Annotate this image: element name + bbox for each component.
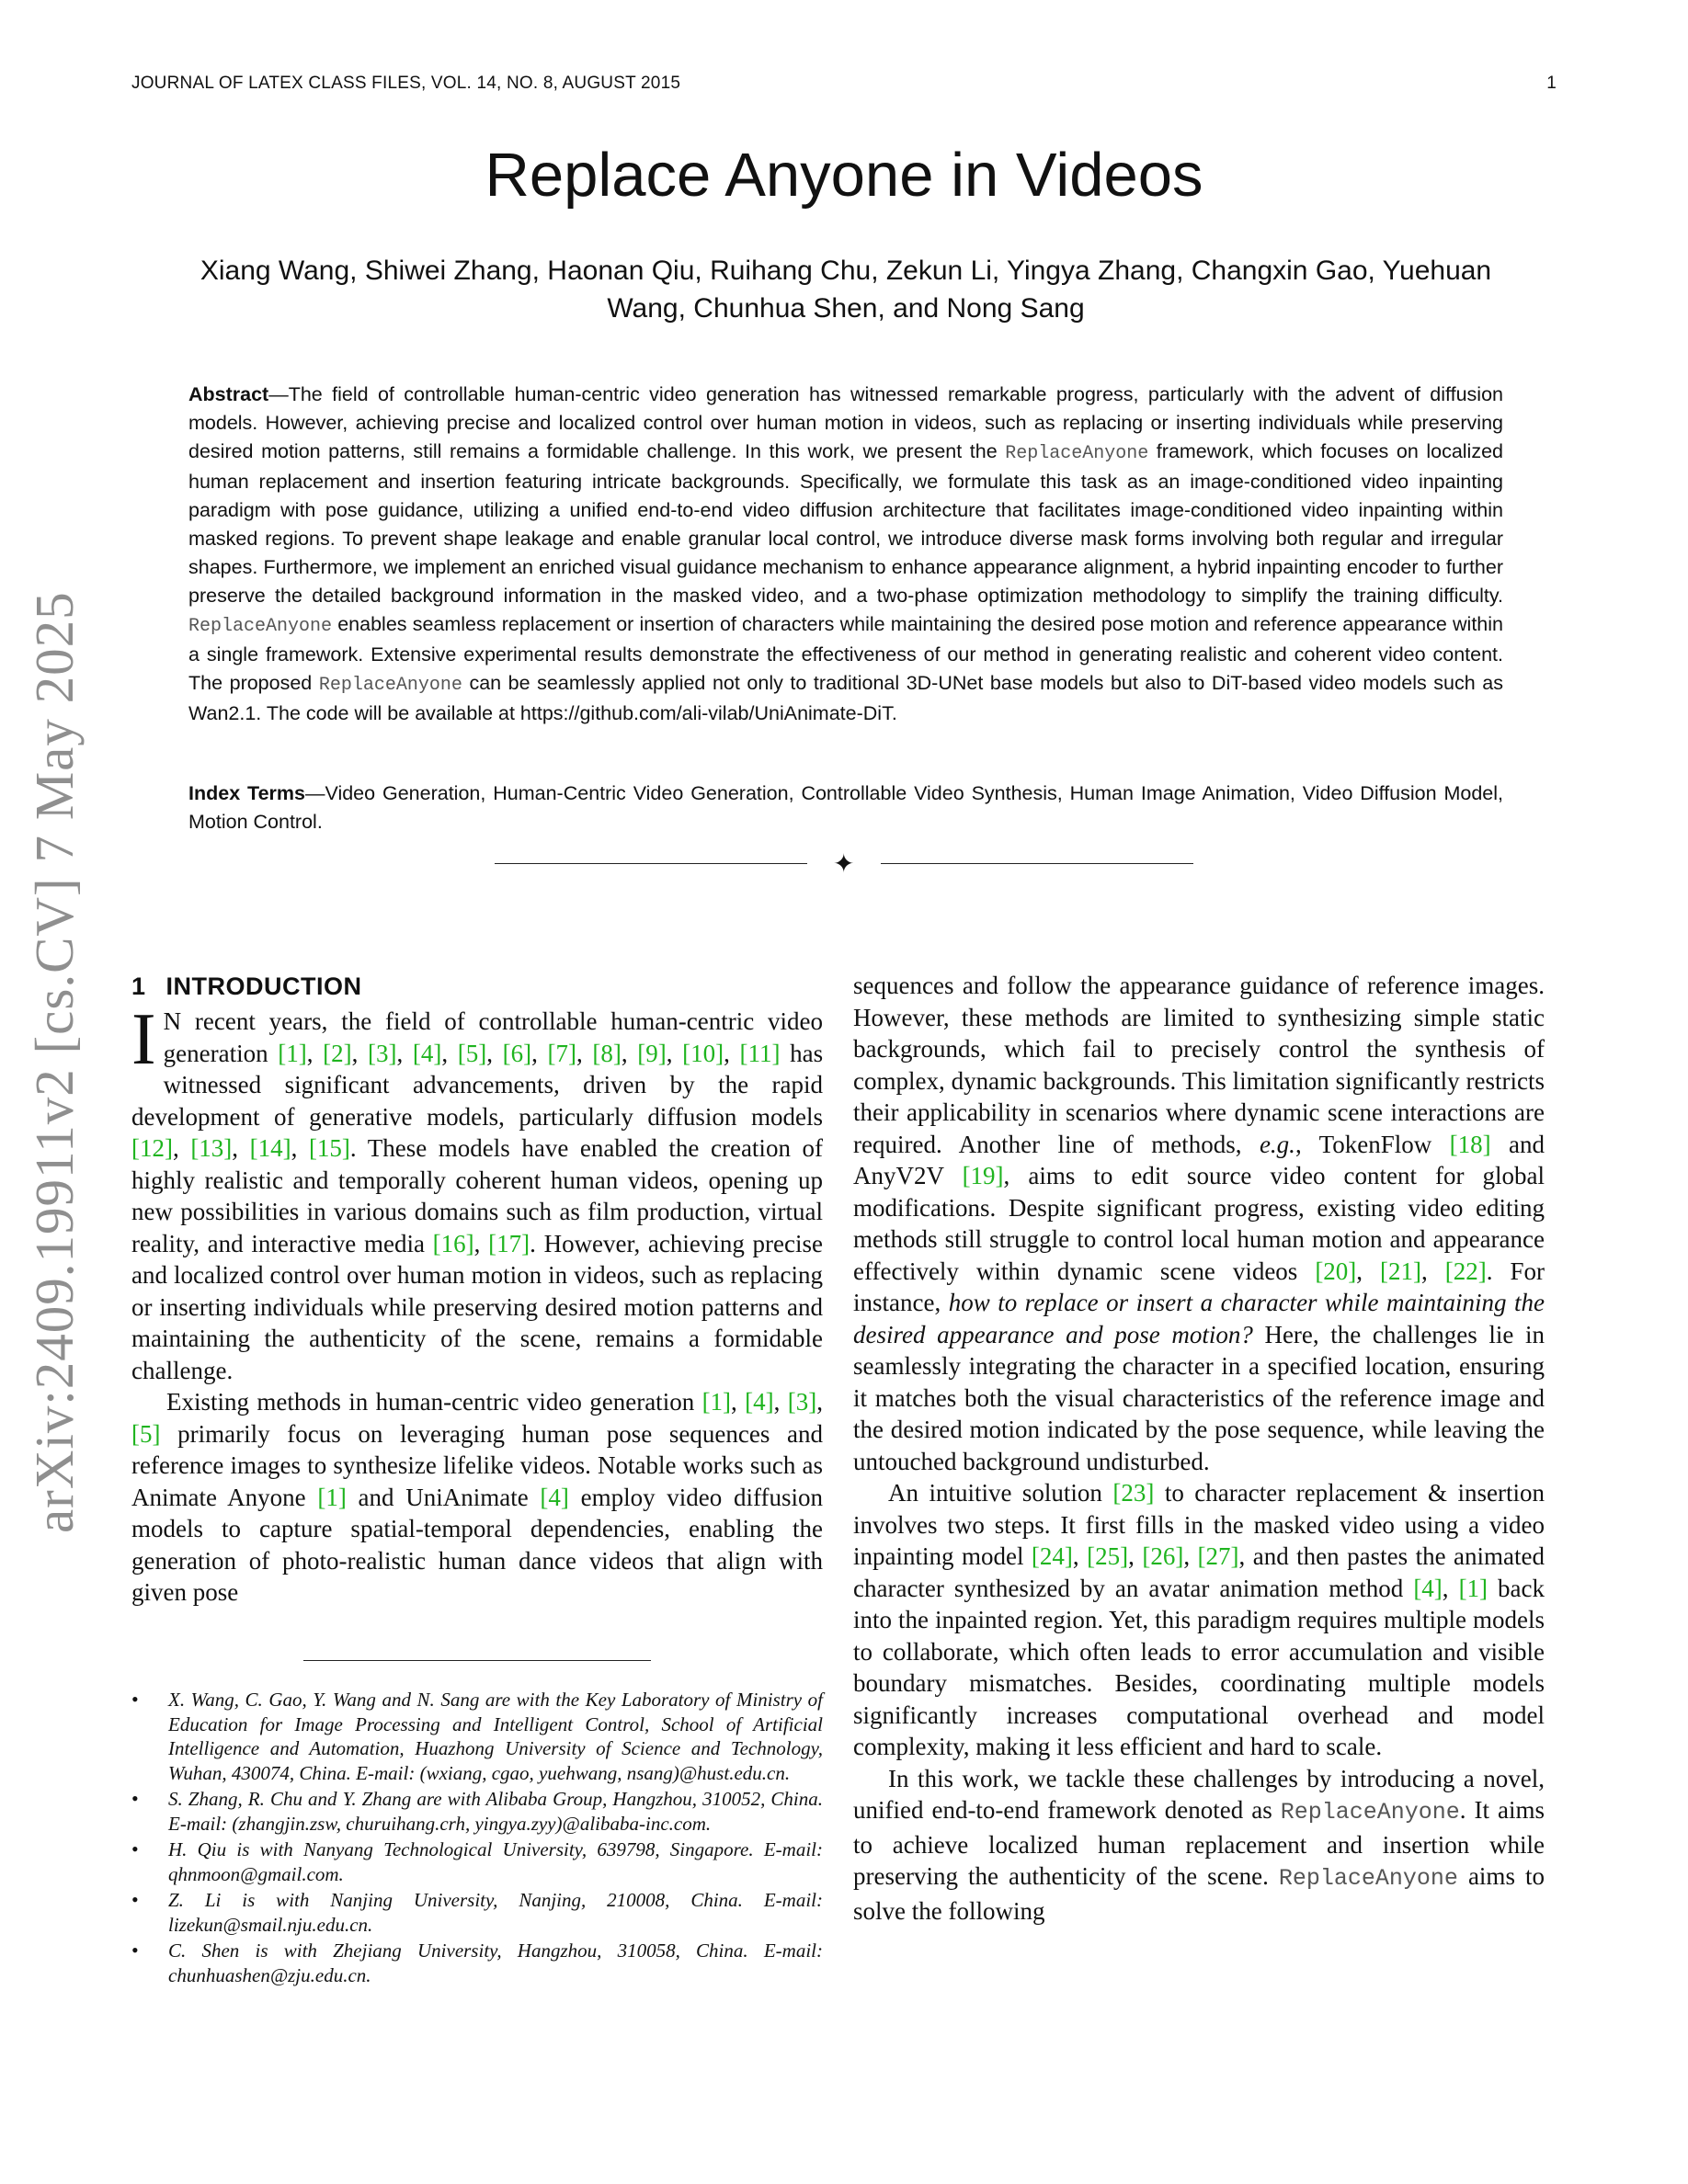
paragraph-text: to character replacement & insertion involves two steps. It first fills in the masked video using a video inpainting model xyxy=(853,1479,1545,1570)
citation-link[interactable]: [14] xyxy=(249,1134,291,1162)
index-terms xyxy=(188,779,1503,836)
citation-link[interactable]: [5] xyxy=(457,1039,487,1067)
paper-title: Replace Anyone in Videos xyxy=(485,141,1203,210)
citation-link[interactable]: [19] xyxy=(962,1162,1004,1189)
author-list: Xiang Wang, Shiwei Zhang, Haonan Qiu, Ruihang Chu, Zekun Li, Yingya Zhang, Changxin Gao, Yuehuan Wang, Chunhua Shen, and Nong Sang xyxy=(200,256,1492,324)
citation-list: [12], [13], [14], [15] xyxy=(131,1134,350,1162)
citation-link[interactable]: [11] xyxy=(739,1039,781,1067)
paragraph-text: . However, achieving precise and localized control over human motion in videos, such as replacing or inserting individuals while preserving desired motion patterns and maintaining the authenticity of the scene, remains a formidable challenge. xyxy=(131,1229,824,1384)
right-column xyxy=(853,970,1545,1927)
citation-link[interactable]: [25] xyxy=(1087,1542,1129,1570)
citation-link[interactable]: [1] xyxy=(701,1388,732,1416)
citation-link[interactable]: [4] xyxy=(412,1039,442,1067)
citation-link[interactable]: [4] xyxy=(540,1483,569,1511)
paragraph-text: N recent years, the field of controllable human-centric video generation xyxy=(163,1007,823,1067)
arxiv-stamp: arXiv:2409.19911v2 [cs.CV] 7 May 2025 xyxy=(24,591,85,1533)
citation-link[interactable]: [16] xyxy=(432,1229,474,1257)
citation-list: [1], [4], [3], [5] xyxy=(131,1388,824,1448)
footnote-item: • Z. Li is with Nanjing University, Nanjing, 210008, China. E-mail: lizekun@smail.nju.edu.cn. xyxy=(131,1888,823,1937)
citation-link[interactable]: [6] xyxy=(502,1039,532,1067)
abstract-text: enables seamless replacement or insertion of characters while maintaining the desired pose motion and reference appearance within a single framework. Extensive experimental results demonstrate the effectiveness of our method in generating realistic and coherent video content. The proposed xyxy=(188,613,1503,694)
abstract xyxy=(188,381,1503,728)
footnote-item: • S. Zhang, R. Chu and Y. Zhang are with Alibaba Group, Hangzhou, 310052, China. E-mail: (zhangjin.zsw, churuihang.crh, yingya.zyy)@alibaba-inc.com. xyxy=(131,1787,823,1836)
citation-link[interactable]: [24] xyxy=(1031,1542,1073,1570)
citation-link[interactable]: [15] xyxy=(308,1134,350,1162)
author-affiliations xyxy=(131,1688,823,1989)
abstract-text: framework, which focuses on localized human replacement and insertion featuring intricate backgrounds. Specifically, we formulate this task as an image-conditioned video inpainting paradigm with pose guidance, utilizing a unified end-to-end video diffusion architecture that facilitates image-conditioned video inpainting within masked regions. To prevent shape leakage and enable granular local control, we introduce diverse mask forms involving both regular and irregular shapes. Furthermore, we implement an enriched visual guidance mechanism to enhance appearance alignment, a hybrid inpainting encoder to further preserve the detailed background information in the masked video, and a two-phase optimization methodology to simplify the training difficulty. xyxy=(188,440,1503,607)
paragraph-text: back into the inpainted region. Yet, this paradigm requires multiple models to collaborate, which often leads to error accumulation and visible boundary mismatches. Besides, coordinating multiple models significantly increases computational overhead and model complexity, making it less efficient and hard to scale. xyxy=(853,1574,1545,1760)
section-heading xyxy=(131,973,362,1001)
citation-link[interactable]: [27] xyxy=(1197,1542,1239,1570)
section-separator xyxy=(495,850,1193,878)
citation-link[interactable]: [1] xyxy=(278,1039,307,1067)
paragraph-text: employ video diffusion models to capture spatial-temporal dependencies, enabling the generation of photo-realistic human dance videos that align with given pose xyxy=(131,1483,823,1606)
abstract-text: can be seamlessly applied not only to traditional 3D-UNet base models but also to DiT-based video models such as Wan2.1. The code will be available at https://github.com/ali-vilab/UniAnimate-DiT. xyxy=(188,672,1503,724)
citation-link[interactable]: [12] xyxy=(131,1134,173,1162)
paragraph-text: , and then pastes the animated character synthesized by an avatar animation method xyxy=(853,1542,1545,1602)
method-name: ReplaceAnyone xyxy=(1005,443,1149,464)
paragraph xyxy=(131,999,824,1386)
index-terms-text: —Video Generation, Human-Centric Video Generation, Controllable Video Synthesis, Human Image Animation, Video Diffusion Model, Motion Control. xyxy=(188,782,1503,833)
citation-link[interactable]: [9] xyxy=(637,1039,667,1067)
paragraph-text: . These models have enabled the creation of highly realistic and temporally coherent human videos, opening up new possibilities in various domains such as film production, virtual reality, and interactive media xyxy=(131,1134,824,1257)
method-name: ReplaceAnyone xyxy=(1278,1865,1458,1892)
running-head xyxy=(131,74,1557,94)
citation-list: [24], [25], [26], [27] xyxy=(1031,1542,1239,1570)
method-name: ReplaceAnyone xyxy=(188,616,333,637)
separator-line xyxy=(881,863,1193,864)
paragraph-text: aims to solve the following xyxy=(853,1862,1545,1925)
paragraph-text: . It aims to achieve localized human replacement and insertion while preserving the authenticity of the scene. xyxy=(853,1796,1545,1890)
paragraph-text: e.g. xyxy=(1259,1130,1295,1158)
paragraph-text: Existing methods in human-centric video generation xyxy=(166,1388,702,1416)
citation-link[interactable]: [1] xyxy=(1458,1574,1488,1602)
paragraph xyxy=(853,1477,1545,1763)
citation-link[interactable]: [18] xyxy=(1449,1130,1491,1158)
paragraph xyxy=(131,1386,823,1609)
citation-link[interactable]: [5] xyxy=(131,1419,161,1448)
paragraph-text: , aims to edit source video content for global modifications. Despite significant progress, existing video editing methods still struggle to control local human motion and appearance effectively within dynamic scene videos xyxy=(853,1162,1545,1285)
abstract-text: —The field of controllable human-centric video generation has witnessed remarkable progress, particularly with the advent of diffusion models. However, achieving precise and localized control over human motion in videos, such as replacing or inserting individuals while preserving desired motion patterns, still remains a formidable challenge. In this work, we present the xyxy=(188,383,1503,462)
citation-link[interactable]: [3] xyxy=(787,1388,817,1416)
separator-line xyxy=(495,863,807,864)
paragraph-text: primarily focus on leveraging human pose sequences and reference images to synthesize lifelike videos. Notable works such as Animate Anyone xyxy=(131,1419,823,1511)
citation-link[interactable]: [8] xyxy=(592,1039,622,1067)
drop-cap: I xyxy=(131,999,156,1080)
citation-link[interactable]: [22] xyxy=(1444,1257,1487,1285)
paragraph-text: and AnyV2V xyxy=(853,1130,1545,1189)
paragraph xyxy=(853,970,1545,1477)
method-name: ReplaceAnyone xyxy=(318,675,462,696)
citation-link[interactable]: [4] xyxy=(745,1388,774,1416)
footnote-rule xyxy=(303,1660,651,1661)
citation-link[interactable]: [4] xyxy=(1413,1574,1443,1602)
citation-link[interactable]: [17] xyxy=(488,1229,530,1257)
citation-link[interactable]: [1] xyxy=(317,1483,347,1511)
left-column xyxy=(131,999,824,1609)
diamond-icon: ✦ xyxy=(833,848,855,879)
paragraph-text: , TokenFlow xyxy=(1295,1130,1450,1158)
footnote-item: • X. Wang, C. Gao, Y. Wang and N. Sang are with the Key Laboratory of Ministry of Education for Image Processing and Intelligent Control, School of Artificial Intelligence and Automation, Huazhong University of Science and Technology, Wuhan, 430074, China. E-mail: (wxiang, cgao, yuehwang, nsang)@hust.edu.cn. xyxy=(131,1688,823,1785)
page-number: 1 xyxy=(1546,74,1557,93)
citation-link[interactable]: [26] xyxy=(1142,1542,1184,1570)
citation-list: [4], [1] xyxy=(1413,1574,1488,1602)
citation-link[interactable]: [21] xyxy=(1380,1257,1422,1285)
paragraph-text: An intuitive solution xyxy=(888,1479,1113,1507)
citation-list: [1], [2], [3], [4], [5], [6], [7], [8], [9], [10], [11] xyxy=(278,1039,781,1067)
citation-link[interactable]: [13] xyxy=(190,1134,233,1162)
citation-list: [20], [21], [22] xyxy=(1315,1257,1487,1285)
citation-link[interactable]: [23] xyxy=(1112,1479,1155,1507)
paragraph-text: . For instance, xyxy=(853,1257,1545,1316)
paragraph xyxy=(853,1763,1545,1928)
abstract-label: Abstract xyxy=(188,383,269,405)
journal-name: JOURNAL OF LATEX CLASS FILES, VOL. 14, NO. 8, AUGUST 2015 xyxy=(131,74,681,93)
paragraph-text: and UniAnimate xyxy=(346,1483,541,1511)
paragraph-text: has witnessed significant advancements, driven by the rapid development of generative models, particularly diffusion models xyxy=(131,1039,824,1131)
citation-link[interactable]: [3] xyxy=(367,1039,397,1067)
section-number: 1 xyxy=(131,973,146,1000)
citation-list: [16], [17] xyxy=(432,1229,530,1257)
citation-link[interactable]: [2] xyxy=(323,1039,352,1067)
paragraph-text: In this work, we tackle these challenges by introducing a novel, unified end-to-end framework denoted as xyxy=(853,1764,1545,1824)
citation-link[interactable]: [10] xyxy=(682,1039,724,1067)
citation-link[interactable]: [20] xyxy=(1315,1257,1357,1285)
method-name: ReplaceAnyone xyxy=(1280,1799,1460,1826)
index-terms-label: Index Terms xyxy=(188,782,305,804)
footnote-item: • H. Qiu is with Nanyang Technological University, 639798, Singapore. E-mail: qhnmoon@gmail.com. xyxy=(131,1837,823,1886)
section-title: INTRODUCTION xyxy=(165,973,362,1000)
research-question: how to replace or insert a character while maintaining the desired appearance and pose motion? xyxy=(853,1289,1545,1348)
paragraph-text: Here, the challenges lie in seamlessly integrating the character in a specified location, ensuring it matches both the visual characteristics of the reference image and the desired motion indicated by the pose sequence, while leaving the untouched background undisturbed. xyxy=(853,1320,1545,1475)
paragraph-text: sequences and follow the appearance guidance of reference images. However, these methods are limited to synthesizing simple static backgrounds, which fail to precisely control the synthesis of complex, dynamic backgrounds. This limitation significantly restricts their applicability in scenarios where dynamic scene interactions are required. Another line of methods, xyxy=(853,972,1545,1158)
citation-link[interactable]: [7] xyxy=(547,1039,576,1067)
footnote-item: • C. Shen is with Zhejiang University, Hangzhou, 310058, China. E-mail: chunhuashen@zju.edu.cn. xyxy=(131,1939,823,1987)
